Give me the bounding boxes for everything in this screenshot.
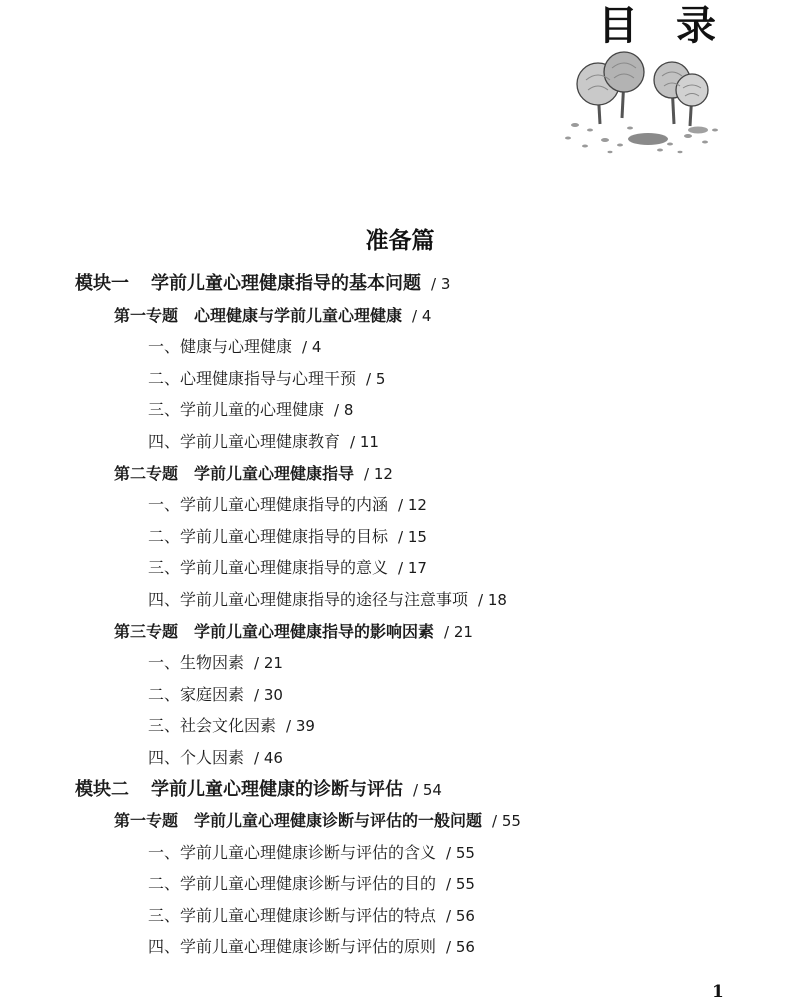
toc-item-1-1-3[interactable] [0, 394, 800, 426]
item-text: 二、学前儿童心理健康指导的目标 [148, 526, 389, 546]
item-text: 一、健康与心理健康 [148, 337, 293, 357]
toc-item-1-1-2[interactable] [0, 363, 800, 395]
topic-label: 第三专题 [114, 621, 179, 641]
toc-module-1[interactable] [0, 268, 800, 300]
module-title: 学前儿童心理健康的诊断与评估 [151, 778, 403, 800]
pond-shape [628, 133, 668, 145]
toc-item-1-3-4[interactable] [0, 742, 800, 774]
item-text: 四、个人因素 [148, 747, 245, 767]
toc-item-1-3-2[interactable] [0, 679, 800, 711]
item-text: 四、学前儿童心理健康诊断与评估的原则 [148, 937, 437, 957]
toc-topic-1-1[interactable] [0, 300, 800, 332]
item-text: 三、社会文化因素 [148, 716, 277, 736]
item-text: 三、学前儿童心理健康指导的意义 [148, 558, 389, 578]
topic-label: 第一专题 [114, 811, 179, 831]
toc-item-2-1-4[interactable] [0, 931, 800, 963]
item-page: / 30 [254, 685, 283, 704]
table-of-contents [0, 268, 800, 963]
item-text: 二、心理健康指导与心理干预 [148, 368, 357, 388]
topic-title: 学前儿童心理健康诊断与评估的一般问题 [194, 811, 483, 831]
topic-label: 第二专题 [114, 463, 179, 483]
item-page: / 12 [398, 496, 427, 515]
module-label: 模块一 [75, 273, 129, 294]
toc-item-1-3-3[interactable] [0, 710, 800, 742]
topic-page: / 4 [412, 306, 432, 325]
item-page: / 11 [350, 432, 379, 451]
toc-heading-char-2: 录 [676, 2, 720, 49]
item-text: 二、学前儿童心理健康诊断与评估的目的 [148, 874, 437, 894]
toc-topic-1-2[interactable] [0, 458, 800, 490]
toc-item-1-1-4[interactable] [0, 426, 800, 458]
page-number: 1 [712, 982, 724, 1002]
toc-module-2[interactable] [0, 774, 800, 806]
item-page: / 8 [334, 401, 354, 420]
item-text: 三、学前儿童心理健康诊断与评估的特点 [148, 905, 437, 925]
item-text: 三、学前儿童的心理健康 [148, 400, 325, 420]
item-page: / 4 [302, 338, 322, 357]
toc-topic-2-1[interactable] [0, 805, 800, 837]
toc-item-2-1-2[interactable] [0, 868, 800, 900]
module-label: 模块二 [75, 778, 129, 800]
toc-item-1-1-1[interactable] [0, 331, 800, 363]
item-page: / 46 [254, 748, 283, 767]
item-text: 一、学前儿童心理健康指导的内涵 [148, 495, 389, 515]
item-page: / 55 [446, 875, 475, 894]
item-page: / 56 [446, 938, 475, 957]
item-page: / 17 [398, 559, 427, 578]
toc-item-1-2-4[interactable] [0, 584, 800, 616]
item-page: / 5 [366, 369, 386, 388]
item-text: 二、家庭因素 [148, 684, 245, 704]
toc-item-2-1-1[interactable] [0, 837, 800, 869]
item-page: / 21 [254, 654, 283, 673]
toc-heading-char-1: 目 [598, 2, 642, 49]
module-page: / 3 [431, 275, 451, 293]
topic-page: / 21 [444, 622, 473, 641]
pond-shape-small [688, 127, 708, 134]
item-text: 四、学前儿童心理健康教育 [148, 431, 341, 451]
item-page: / 56 [446, 906, 475, 925]
toc-topic-1-3[interactable] [0, 616, 800, 648]
item-text: 一、生物因素 [148, 653, 245, 673]
item-page: / 18 [478, 590, 507, 609]
toc-item-1-2-1[interactable] [0, 489, 800, 521]
module-title: 学前儿童心理健康指导的基本问题 [151, 273, 421, 294]
topic-title: 学前儿童心理健康指导的影响因素 [194, 621, 435, 641]
topic-label: 第一专题 [114, 305, 179, 325]
item-page: / 55 [446, 843, 475, 862]
tree-crowns [577, 52, 708, 106]
item-page: / 15 [398, 527, 427, 546]
item-page: / 39 [286, 717, 315, 736]
section-title: 准备篇 [365, 227, 435, 254]
topic-page: / 55 [492, 812, 521, 831]
module-page: / 54 [413, 780, 442, 799]
trees-illustration [560, 50, 725, 160]
topic-title: 心理健康与学前儿童心理健康 [194, 305, 403, 325]
toc-item-2-1-3[interactable] [0, 900, 800, 932]
item-text: 一、学前儿童心理健康诊断与评估的含义 [148, 842, 437, 862]
topic-title: 学前儿童心理健康指导 [194, 463, 355, 483]
topic-page: / 12 [364, 464, 393, 483]
item-text: 四、学前儿童心理健康指导的途径与注意事项 [148, 589, 469, 609]
toc-item-1-2-3[interactable] [0, 552, 800, 584]
toc-item-1-3-1[interactable] [0, 647, 800, 679]
toc-heading [598, 0, 720, 51]
toc-item-1-2-2[interactable] [0, 521, 800, 553]
